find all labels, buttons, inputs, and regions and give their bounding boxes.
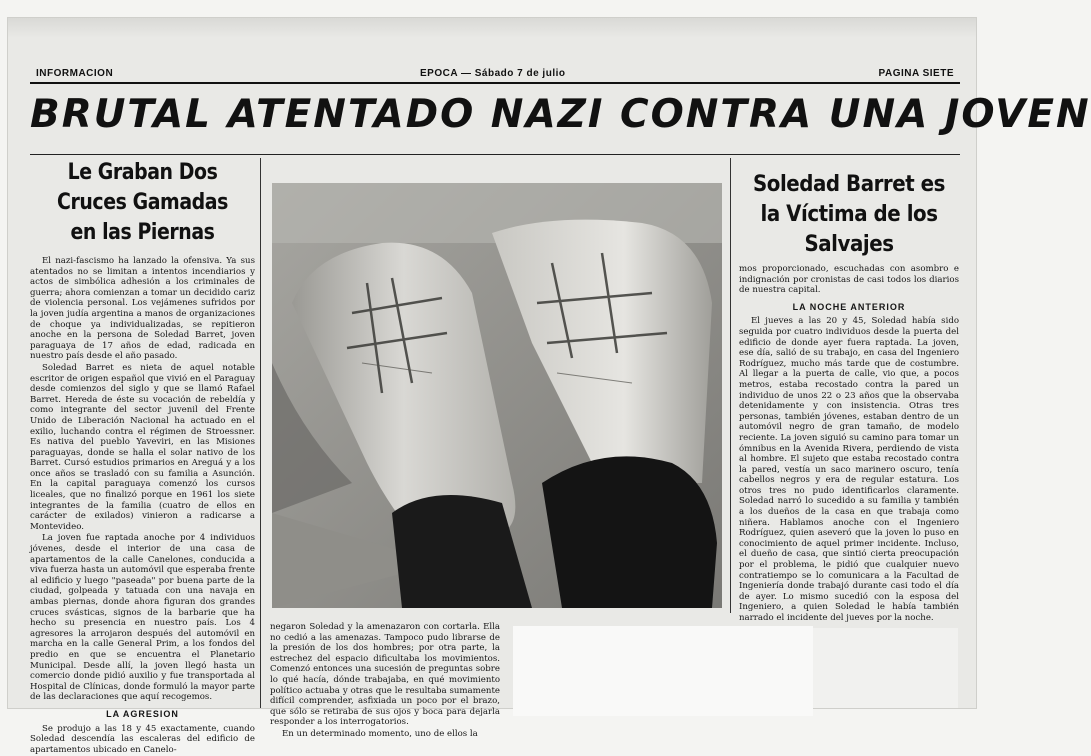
left-paragraph-2: Soledad Barret es nieta de aquel notable escritor de origen español que vivió en el Paraguay desde comienzos del siglo y que se llamó Rafael Barret. Hereda de éste su vocación de rebeldía y como integrante del sector juvenil del Frente Unido de Liberación Nacional ha actuado en el exilio, luchando contra el régimen de Stroessner. Es nativa del pueblo Yaveviri, en las Misiones paraguayas, donde se halla el solar nativo de los Barret. Cursó estudios primarios en Areguá y a los once años se trasladó con su familia a Asunción. En la capital paraguaya comenzó los cursos liceales, que no finalizó porque en 1961 los siete integrantes de la familia (cuatro de ellos en carácter de exilados) vinieron a radicarse a Montevideo. [30,362,255,532]
masthead [30,66,960,84]
bottom-article-body [270,622,500,740]
clipping-top-edge [8,18,976,38]
column-divider-right [730,158,731,613]
left-article-body [30,256,255,755]
left-section-heading: LA AGRESION [106,708,179,719]
bottom-article [270,622,500,741]
left-subheadline: Le Graban Dos Cruces Gamadas en las Piernas [57,160,228,245]
column-divider-left [260,158,261,708]
right-section-heading: LA NOCHE ANTERIOR [792,301,906,312]
torn-area-blank [513,626,813,716]
left-paragraph-1: El nazi-fascismo ha lanzado la ofensiva. Ya sus atentados no se limitan a intentos incendiarios y actos de simbólica adhesión a los criminales de guerra; ahora comienzan a tomar un decidido cariz de violencia personal. Los vejámenes sufridos por la joven judía argentina a manos de organizaciones de choque ya individualizadas, se repitieron anoche en la persona de Soledad Barret, joven paraguaya de 17 años de edad, radicada en nuestro país desde el año pasado. [30,256,255,362]
left-paragraph-3: La joven fue raptada anoche por 4 individuos jóvenes, desde el interior de una casa de apartamentos de la calle Canelones, conducida a viva fuerza hasta un automóvil que esperaba frente al edificio y luego "paseada" por buena parte de la ciudad, golpeada y tatuada con una navaja en ambas piernas, donde ahora figuran dos grandes cruces svásticas, signos de la barbarie que ha hecho su presencia en nuestro país. Los 4 agresores la arrojaron después del automóvil en marcha en la calle General Prim, a los fondos del predio en que se encuentra el Planetario Municipal. Desde allí, la joven llegó hasta un comercio donde pidió auxilio y fue transportada al Hospital de Clínicas, donde formuló la mayor parte de las declaraciones que aquí recogemos. [30,533,255,703]
right-lead-paragraph: mos proporcionado, escuchadas con asombro e indignación por cronistas de casi todos los diarios de nuestra capital. [739,264,959,296]
headline: BRUTAL ATENTADO NAZI CONTRA UNA JOVEN [30,92,1091,137]
newspaper-clipping [8,18,1091,755]
headline-rule [30,154,960,155]
left-paragraph-4: Se produjo a las 18 y 45 exactamente, cuando Soledad descendía las escaleras del edificio de apartamentos ubicado en Canelo- [30,723,255,755]
masthead-page: PAGINA SIETE [878,68,954,79]
photo-legs-swastika-scars-icon [272,183,722,608]
bottom-paragraph: negaron Soledad y la amenazaron con cortarla. Ella no cedió a las amenazas. Tampoco pudo librarse de la presión de los dos hombres; por otra parte, la estrechez del espacio dificultaba los movimientos. Comenzó entonces una sucesión de preguntas sobre lo qué hacía, dónde trabajaba, en qué movimiento político actuaba y otras que le resultaba sumamente difícil comprender, asfixiada un poco por el brazo, que sólo se retiraba de sus ojos y boca para dejarla responder a los interrogatorios. [270,622,500,728]
right-subheadline: Soledad Barret es la Víctima de los Salvajes [752,172,946,257]
left-article [30,158,255,756]
right-article-body [739,264,959,624]
right-article [739,170,959,625]
masthead-section: INFORMACION [36,68,114,79]
bottom-cut-line: En un determinado momento, uno de ellos la [282,728,478,739]
right-paragraph: El jueves a las 20 y 45, Soledad había sido seguida por cuatro individuos desde la puerta del edificio de donde ayer fuera raptada. La joven, ese día, salió de su trabajo, en casa del Ingeniero Rodríguez, mucho más tarde que de costumbre. Al llegar a la puerta de calle, vio que, a pocos metros, estaba recostado contra la pared un individuo de unos 22 o 23 años que la observaba detenidamente y con insistencia. Otras tres personas, también jóvenes, estaban dentro de un automóvil negro de gran tamaño, de modelo reciente. La joven siguió su camino para tomar un ómnibus en la Avenida Rivera, perdiendo de vista al hombre. El sujeto que estaba recostado contra la pared, vestía un saco marinero oscuro, tenía cabellos negros y era de regular estatura. Los otros tres no pudo identificarlos claramente. Soledad narró lo sucedido a su familia y también a los dueños de la casa en que trabaja como niñera. Hablamos anoche con el Ingeniero Rodríguez, quien aseveró que la joven lo puso en conocimiento de aquel primer incidente. Incluso, el dueño de casa, que sintió cierta preocupación por el problema, le pidió que cualquier nuevo contratiempo se lo comunicara a la Facultad de Ingeniería donde trabajó durante casi todo el día de ayer. Lo mismo sucedió con la esposa del Ingeniero, a quien Soledad le había también narrado el incidente del jueves por la noche. [739,316,959,623]
news-photo [272,183,722,608]
masthead-dateline: EPOCA — Sábado 7 de julio [420,68,566,79]
